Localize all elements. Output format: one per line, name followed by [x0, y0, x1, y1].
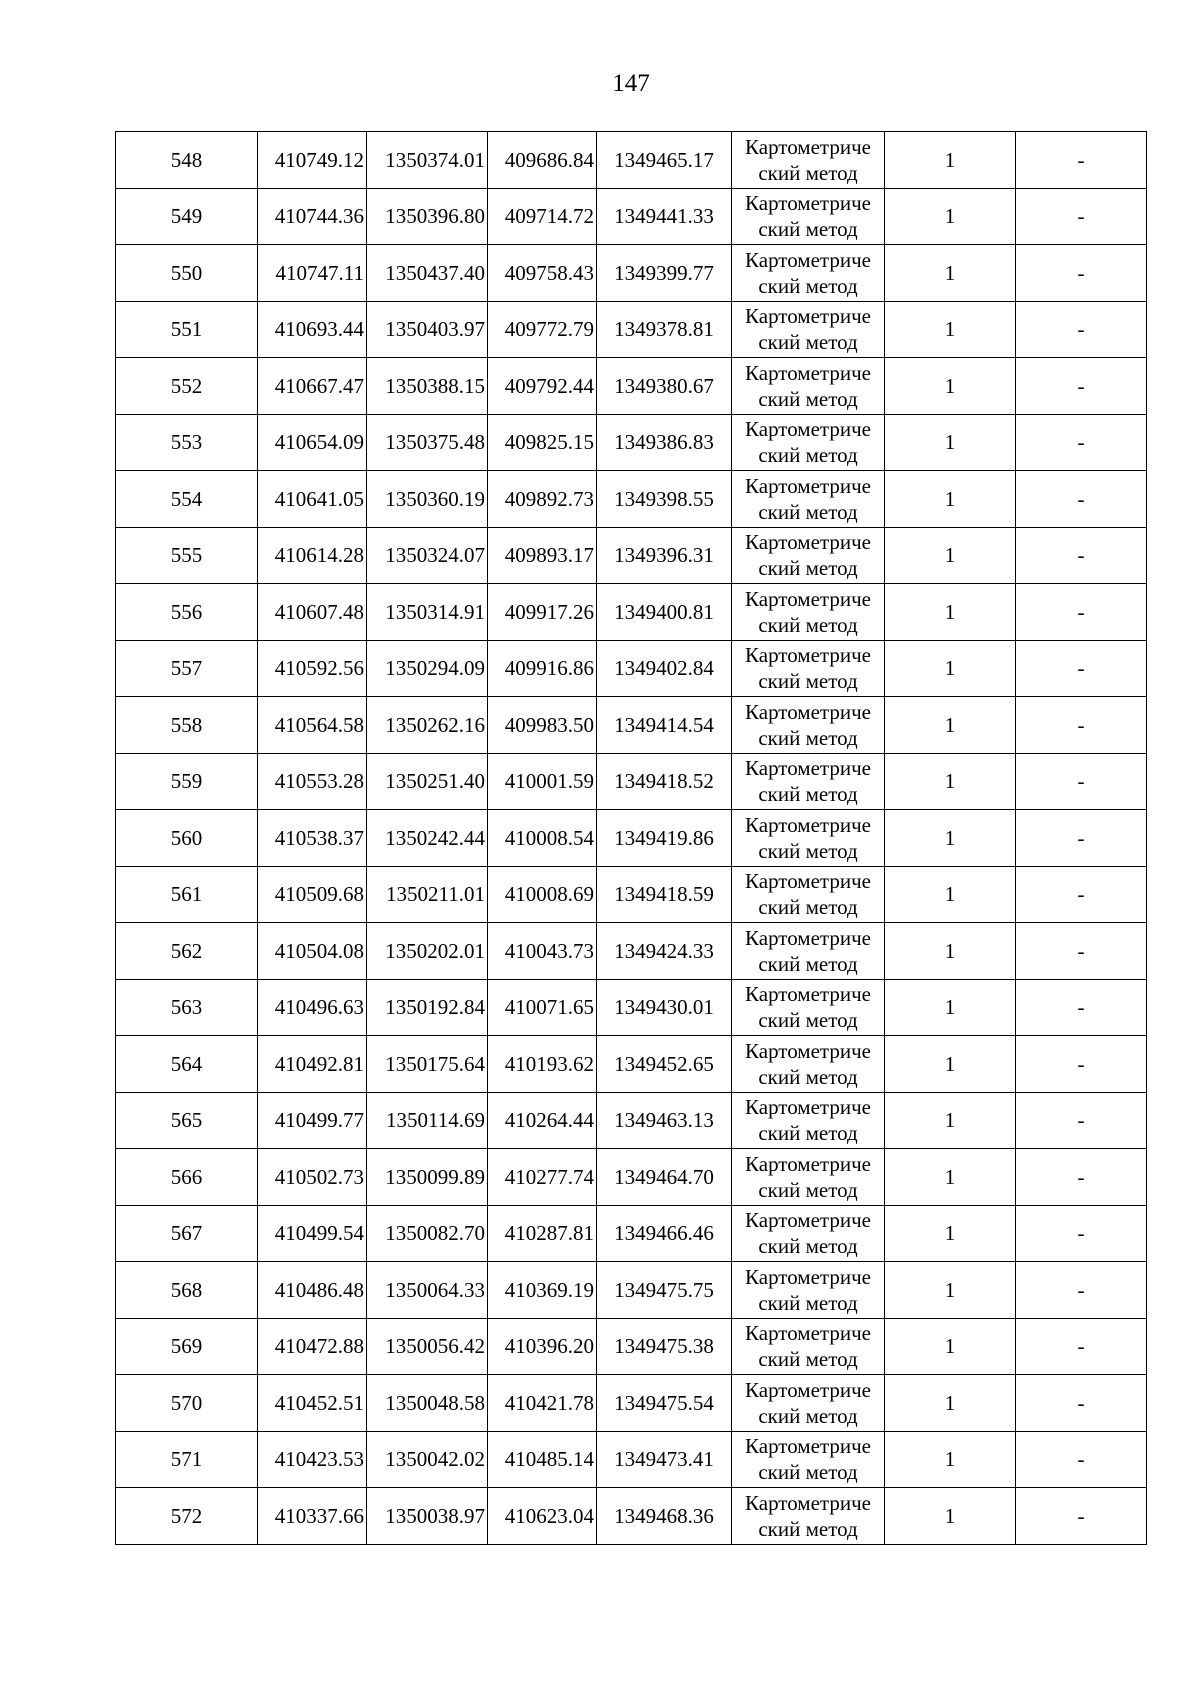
cell-y1: 1350175.64 — [367, 1036, 488, 1093]
cell-note: - — [1016, 753, 1147, 810]
method-text-line: Картометриче — [745, 417, 871, 442]
cell-point-number: 563 — [116, 979, 258, 1036]
method-text-line: Картометриче — [745, 1321, 871, 1346]
cell-x2: 409714.72 — [488, 188, 597, 245]
table-row — [116, 301, 1147, 358]
cell-x2: 409983.50 — [488, 697, 597, 754]
cell-note: - — [1016, 1205, 1147, 1262]
cell-y1: 1350056.42 — [367, 1318, 488, 1375]
cell-method — [732, 414, 885, 471]
cell-y2: 1349396.31 — [597, 527, 732, 584]
cell-y2: 1349418.52 — [597, 753, 732, 810]
method-text-line: ский метод — [758, 499, 858, 524]
cell-x1: 410667.47 — [258, 358, 367, 415]
cell-x1: 410553.28 — [258, 753, 367, 810]
cell-method — [732, 1375, 885, 1432]
cell-note: - — [1016, 584, 1147, 641]
cell-x2: 410623.04 — [488, 1488, 597, 1545]
table-row — [116, 1318, 1147, 1375]
cell-accuracy: 1 — [885, 866, 1016, 923]
cell-method — [732, 1262, 885, 1319]
cell-x1: 410749.12 — [258, 132, 367, 189]
cell-x1: 410499.77 — [258, 1092, 367, 1149]
cell-method — [732, 301, 885, 358]
cell-method — [732, 1092, 885, 1149]
table-row — [116, 1262, 1147, 1319]
cell-x2: 410043.73 — [488, 923, 597, 980]
cell-note: - — [1016, 1149, 1147, 1206]
method-text-line: Картометриче — [745, 1208, 871, 1233]
cell-x2: 409916.86 — [488, 640, 597, 697]
page-number: 147 — [612, 70, 650, 97]
cell-y2: 1349475.54 — [597, 1375, 732, 1432]
cell-y1: 1350192.84 — [367, 979, 488, 1036]
cell-y2: 1349418.59 — [597, 866, 732, 923]
cell-y1: 1350038.97 — [367, 1488, 488, 1545]
table-row — [116, 810, 1147, 867]
cell-note: - — [1016, 640, 1147, 697]
cell-y1: 1350242.44 — [367, 810, 488, 867]
cell-point-number: 569 — [116, 1318, 258, 1375]
method-text-line: Картометриче — [745, 247, 871, 272]
cell-x2: 410193.62 — [488, 1036, 597, 1093]
method-text-line: ский метод — [758, 1403, 858, 1428]
cell-method — [732, 753, 885, 810]
cell-x2: 410008.69 — [488, 866, 597, 923]
cell-y1: 1350324.07 — [367, 527, 488, 584]
cell-point-number: 550 — [116, 245, 258, 302]
cell-y2: 1349402.84 — [597, 640, 732, 697]
method-text-line: ский метод — [758, 330, 858, 355]
cell-point-number: 564 — [116, 1036, 258, 1093]
method-text-line: Картометриче — [745, 1377, 871, 1402]
method-text-line: Картометриче — [745, 360, 871, 385]
cell-x1: 410614.28 — [258, 527, 367, 584]
cell-x1: 410452.51 — [258, 1375, 367, 1432]
cell-note: - — [1016, 810, 1147, 867]
cell-x1: 410747.11 — [258, 245, 367, 302]
cell-y1: 1350114.69 — [367, 1092, 488, 1149]
table-row — [116, 188, 1147, 245]
cell-x2: 409892.73 — [488, 471, 597, 528]
cell-note: - — [1016, 1431, 1147, 1488]
cell-x1: 410538.37 — [258, 810, 367, 867]
method-text-line: ский метод — [758, 1516, 858, 1541]
method-text-line: ский метод — [758, 556, 858, 581]
cell-x1: 410496.63 — [258, 979, 367, 1036]
table-row — [116, 1205, 1147, 1262]
cell-method — [732, 1205, 885, 1262]
cell-method — [732, 979, 885, 1036]
cell-point-number: 567 — [116, 1205, 258, 1262]
cell-y1: 1350251.40 — [367, 753, 488, 810]
method-text-line: Картометриче — [745, 1151, 871, 1176]
cell-accuracy: 1 — [885, 979, 1016, 1036]
method-text-line: Картометриче — [745, 756, 871, 781]
method-text-line: ский метод — [758, 669, 858, 694]
cell-point-number: 554 — [116, 471, 258, 528]
cell-accuracy: 1 — [885, 188, 1016, 245]
table-row — [116, 471, 1147, 528]
method-text-line: ский метод — [758, 160, 858, 185]
cell-method — [732, 866, 885, 923]
table-row — [116, 866, 1147, 923]
cell-note: - — [1016, 358, 1147, 415]
table-row — [116, 753, 1147, 810]
table-row — [116, 245, 1147, 302]
cell-accuracy: 1 — [885, 1092, 1016, 1149]
cell-y2: 1349463.13 — [597, 1092, 732, 1149]
cell-y1: 1350360.19 — [367, 471, 488, 528]
method-text-line: ский метод — [758, 1064, 858, 1089]
cell-accuracy: 1 — [885, 1488, 1016, 1545]
cell-point-number: 553 — [116, 414, 258, 471]
cell-accuracy: 1 — [885, 753, 1016, 810]
cell-x2: 409686.84 — [488, 132, 597, 189]
cell-x1: 410744.36 — [258, 188, 367, 245]
cell-x1: 410509.68 — [258, 866, 367, 923]
cell-method — [732, 584, 885, 641]
method-text-line: ский метод — [758, 443, 858, 468]
cell-x1: 410423.53 — [258, 1431, 367, 1488]
cell-x1: 410504.08 — [258, 923, 367, 980]
method-text-line: Картометриче — [745, 699, 871, 724]
table-row — [116, 1431, 1147, 1488]
cell-point-number: 565 — [116, 1092, 258, 1149]
cell-x1: 410592.56 — [258, 640, 367, 697]
method-text-line: ский метод — [758, 1460, 858, 1485]
cell-method — [732, 132, 885, 189]
cell-note: - — [1016, 923, 1147, 980]
cell-accuracy: 1 — [885, 923, 1016, 980]
cell-point-number: 568 — [116, 1262, 258, 1319]
method-text-line: Картометриче — [745, 925, 871, 950]
method-text-line: ский метод — [758, 1177, 858, 1202]
cell-x2: 410071.65 — [488, 979, 597, 1036]
cell-x2: 410287.81 — [488, 1205, 597, 1262]
cell-y2: 1349473.41 — [597, 1431, 732, 1488]
method-text-line: ский метод — [758, 1234, 858, 1259]
cell-point-number: 571 — [116, 1431, 258, 1488]
cell-accuracy: 1 — [885, 1431, 1016, 1488]
cell-y2: 1349468.36 — [597, 1488, 732, 1545]
method-text-line: Картометриче — [745, 1434, 871, 1459]
cell-y2: 1349378.81 — [597, 301, 732, 358]
cell-x2: 410001.59 — [488, 753, 597, 810]
cell-x2: 410396.20 — [488, 1318, 597, 1375]
table-row — [116, 640, 1147, 697]
method-text-line: Картометриче — [745, 869, 871, 894]
cell-point-number: 562 — [116, 923, 258, 980]
cell-accuracy: 1 — [885, 358, 1016, 415]
cell-y2: 1349475.75 — [597, 1262, 732, 1319]
cell-method — [732, 640, 885, 697]
table-row — [116, 697, 1147, 754]
cell-y1: 1350262.16 — [367, 697, 488, 754]
table-row — [116, 527, 1147, 584]
table-row — [116, 1036, 1147, 1093]
cell-accuracy: 1 — [885, 1318, 1016, 1375]
method-text-line: Картометриче — [745, 586, 871, 611]
cell-point-number: 566 — [116, 1149, 258, 1206]
cell-x2: 410485.14 — [488, 1431, 597, 1488]
method-text-line: Картометриче — [745, 134, 871, 159]
cell-note: - — [1016, 697, 1147, 754]
cell-note: - — [1016, 527, 1147, 584]
cell-method — [732, 1318, 885, 1375]
table-body — [116, 132, 1147, 1545]
cell-method — [732, 1149, 885, 1206]
cell-y2: 1349475.38 — [597, 1318, 732, 1375]
method-text-line: ский метод — [758, 782, 858, 807]
cell-note: - — [1016, 132, 1147, 189]
table-row — [116, 1488, 1147, 1545]
cell-y2: 1349386.83 — [597, 414, 732, 471]
method-text-line: ский метод — [758, 1290, 858, 1315]
cell-method — [732, 697, 885, 754]
cell-x2: 410421.78 — [488, 1375, 597, 1432]
cell-y2: 1349400.81 — [597, 584, 732, 641]
cell-accuracy: 1 — [885, 1262, 1016, 1319]
cell-y2: 1349430.01 — [597, 979, 732, 1036]
method-text-line: ский метод — [758, 612, 858, 637]
cell-method — [732, 810, 885, 867]
cell-y1: 1350374.01 — [367, 132, 488, 189]
cell-point-number: 570 — [116, 1375, 258, 1432]
cell-accuracy: 1 — [885, 584, 1016, 641]
coordinates-table — [115, 131, 1147, 1545]
cell-method — [732, 1431, 885, 1488]
cell-accuracy: 1 — [885, 527, 1016, 584]
method-text-line: ский метод — [758, 951, 858, 976]
cell-accuracy: 1 — [885, 301, 1016, 358]
cell-accuracy: 1 — [885, 640, 1016, 697]
cell-x2: 410264.44 — [488, 1092, 597, 1149]
cell-accuracy: 1 — [885, 1149, 1016, 1206]
cell-x2: 409772.79 — [488, 301, 597, 358]
method-text-line: Картометриче — [745, 530, 871, 555]
cell-x1: 410486.48 — [258, 1262, 367, 1319]
method-text-line: Картометриче — [745, 1095, 871, 1120]
cell-y1: 1350202.01 — [367, 923, 488, 980]
cell-y2: 1349399.77 — [597, 245, 732, 302]
cell-x2: 409893.17 — [488, 527, 597, 584]
cell-y2: 1349466.46 — [597, 1205, 732, 1262]
cell-y1: 1350099.89 — [367, 1149, 488, 1206]
cell-note: - — [1016, 1318, 1147, 1375]
method-text-line: ский метод — [758, 386, 858, 411]
cell-method — [732, 245, 885, 302]
method-text-line: Картометриче — [745, 812, 871, 837]
cell-point-number: 557 — [116, 640, 258, 697]
table-row — [116, 584, 1147, 641]
cell-x2: 410277.74 — [488, 1149, 597, 1206]
cell-y1: 1350294.09 — [367, 640, 488, 697]
cell-note: - — [1016, 471, 1147, 528]
cell-y1: 1350388.15 — [367, 358, 488, 415]
cell-point-number: 558 — [116, 697, 258, 754]
cell-point-number: 556 — [116, 584, 258, 641]
cell-point-number: 560 — [116, 810, 258, 867]
cell-x2: 410008.54 — [488, 810, 597, 867]
method-text-line: ский метод — [758, 1008, 858, 1033]
method-text-line: Картометриче — [745, 473, 871, 498]
cell-y2: 1349424.33 — [597, 923, 732, 980]
method-text-line: Картометриче — [745, 1264, 871, 1289]
cell-note: - — [1016, 979, 1147, 1036]
cell-y2: 1349464.70 — [597, 1149, 732, 1206]
cell-y1: 1350064.33 — [367, 1262, 488, 1319]
cell-point-number: 561 — [116, 866, 258, 923]
cell-accuracy: 1 — [885, 245, 1016, 302]
cell-note: - — [1016, 1036, 1147, 1093]
table-row — [116, 132, 1147, 189]
cell-x2: 409917.26 — [488, 584, 597, 641]
cell-x1: 410499.54 — [258, 1205, 367, 1262]
cell-y2: 1349452.65 — [597, 1036, 732, 1093]
method-text-line: ский метод — [758, 217, 858, 242]
cell-x2: 409758.43 — [488, 245, 597, 302]
cell-x1: 410502.73 — [258, 1149, 367, 1206]
cell-accuracy: 1 — [885, 697, 1016, 754]
cell-method — [732, 1488, 885, 1545]
cell-y1: 1350048.58 — [367, 1375, 488, 1432]
cell-accuracy: 1 — [885, 1375, 1016, 1432]
cell-point-number: 559 — [116, 753, 258, 810]
cell-x1: 410607.48 — [258, 584, 367, 641]
cell-point-number: 552 — [116, 358, 258, 415]
cell-x1: 410492.81 — [258, 1036, 367, 1093]
table-row — [116, 1375, 1147, 1432]
cell-point-number: 572 — [116, 1488, 258, 1545]
cell-x1: 410564.58 — [258, 697, 367, 754]
cell-x1: 410693.44 — [258, 301, 367, 358]
cell-accuracy: 1 — [885, 1036, 1016, 1093]
cell-point-number: 551 — [116, 301, 258, 358]
table-row — [116, 358, 1147, 415]
table-row — [116, 1149, 1147, 1206]
cell-note: - — [1016, 188, 1147, 245]
cell-point-number: 555 — [116, 527, 258, 584]
cell-note: - — [1016, 1262, 1147, 1319]
cell-accuracy: 1 — [885, 810, 1016, 867]
cell-point-number: 548 — [116, 132, 258, 189]
cell-y1: 1350375.48 — [367, 414, 488, 471]
cell-x1: 410654.09 — [258, 414, 367, 471]
cell-y2: 1349398.55 — [597, 471, 732, 528]
cell-x2: 409792.44 — [488, 358, 597, 415]
cell-method — [732, 358, 885, 415]
method-text-line: ский метод — [758, 1347, 858, 1372]
cell-note: - — [1016, 301, 1147, 358]
cell-y1: 1350082.70 — [367, 1205, 488, 1262]
method-text-line: Картометриче — [745, 1038, 871, 1063]
cell-note: - — [1016, 866, 1147, 923]
cell-point-number: 549 — [116, 188, 258, 245]
cell-accuracy: 1 — [885, 414, 1016, 471]
cell-y2: 1349380.67 — [597, 358, 732, 415]
cell-method — [732, 188, 885, 245]
cell-y1: 1350396.80 — [367, 188, 488, 245]
cell-x1: 410472.88 — [258, 1318, 367, 1375]
cell-method — [732, 527, 885, 584]
method-text-line: Картометриче — [745, 304, 871, 329]
method-text-line: Картометриче — [745, 982, 871, 1007]
method-text-line: Картометриче — [745, 1490, 871, 1515]
cell-y1: 1350403.97 — [367, 301, 488, 358]
cell-x2: 410369.19 — [488, 1262, 597, 1319]
method-text-line: ский метод — [758, 1121, 858, 1146]
table-row — [116, 979, 1147, 1036]
cell-accuracy: 1 — [885, 132, 1016, 189]
method-text-line: ский метод — [758, 838, 858, 863]
cell-method — [732, 471, 885, 528]
cell-x2: 409825.15 — [488, 414, 597, 471]
method-text-line: Картометриче — [745, 643, 871, 668]
table-row — [116, 414, 1147, 471]
method-text-line: ский метод — [758, 895, 858, 920]
cell-y1: 1350211.01 — [367, 866, 488, 923]
method-text-line: Картометриче — [745, 191, 871, 216]
table-row — [116, 923, 1147, 980]
table-row — [116, 1092, 1147, 1149]
cell-note: - — [1016, 245, 1147, 302]
cell-y2: 1349414.54 — [597, 697, 732, 754]
cell-note: - — [1016, 1488, 1147, 1545]
cell-x1: 410641.05 — [258, 471, 367, 528]
cell-note: - — [1016, 414, 1147, 471]
cell-y1: 1350437.40 — [367, 245, 488, 302]
cell-y2: 1349441.33 — [597, 188, 732, 245]
cell-y1: 1350314.91 — [367, 584, 488, 641]
method-text-line: ский метод — [758, 273, 858, 298]
cell-accuracy: 1 — [885, 1205, 1016, 1262]
method-text-line: ский метод — [758, 725, 858, 750]
cell-method — [732, 1036, 885, 1093]
cell-y1: 1350042.02 — [367, 1431, 488, 1488]
cell-y2: 1349419.86 — [597, 810, 732, 867]
cell-y2: 1349465.17 — [597, 132, 732, 189]
cell-note: - — [1016, 1092, 1147, 1149]
cell-x1: 410337.66 — [258, 1488, 367, 1545]
cell-method — [732, 923, 885, 980]
cell-accuracy: 1 — [885, 471, 1016, 528]
cell-note: - — [1016, 1375, 1147, 1432]
